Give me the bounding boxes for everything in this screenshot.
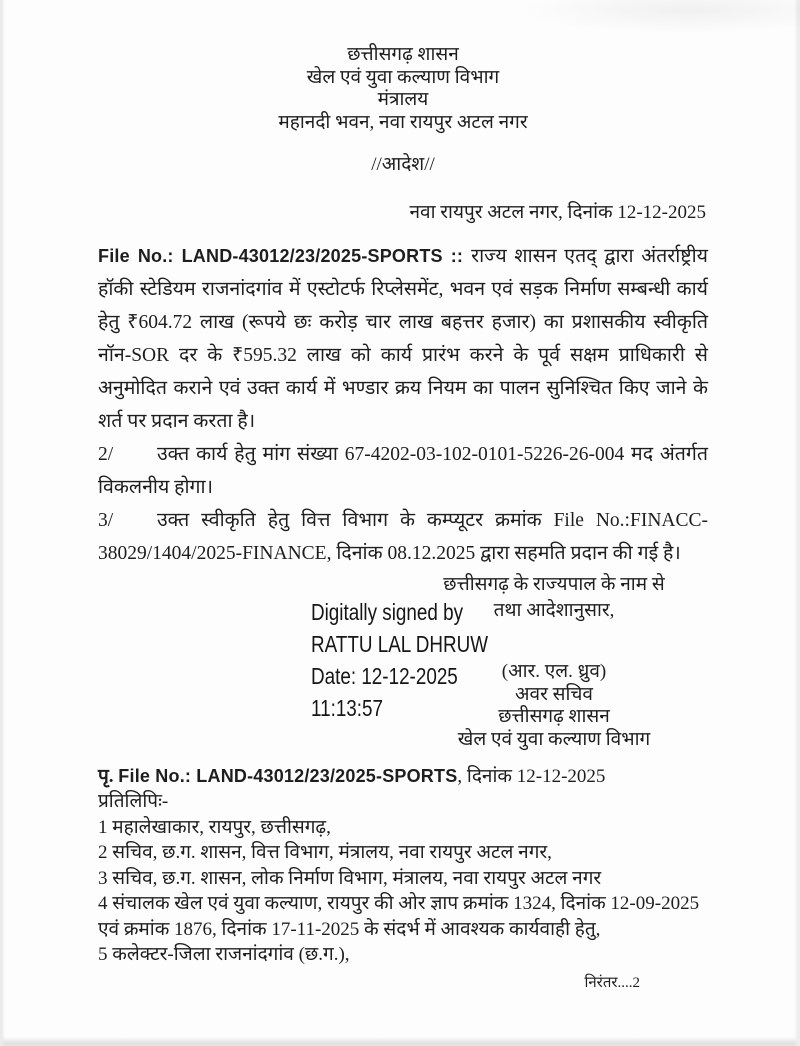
paragraph-sanction xyxy=(98,240,708,438)
continuation-marker: निरंतर....2 xyxy=(584,974,640,991)
endorsement-file-number: File No.: LAND-43012/23/2025-SPORTS xyxy=(118,766,458,786)
digital-signature-line-2: RATTU LAL DHRUW xyxy=(311,631,489,657)
paragraph-finance-concurrence-text: उक्त स्वीकृति हेतु वित्त विभाग के कम्प्यूटर क्रमांक File No.:FINACC-38029/1404/2025-FINANCE, दिनांक 08.12.2025 द्वारा सहमति प्रदान की गई है। xyxy=(98,510,708,564)
endorsement-date: , दिनांक 12-12-2025 xyxy=(457,766,606,787)
paragraph-demand-head xyxy=(98,438,708,504)
copy-item-2: 2 सचिव, छ.ग. शासन, वित्त विभाग, मंत्रालय, नवा रायपुर अटल नगर, xyxy=(98,842,552,863)
endorsement-section xyxy=(98,764,708,996)
digital-signature-line-3: Date: 12-12-2025 xyxy=(311,663,458,689)
signer-name: (आर. एल. ध्रुव) xyxy=(501,661,607,682)
authority-byorder-line-1: छत्तीसगढ़ के राज्यपाल के नाम से xyxy=(443,574,665,595)
signer-designation: अवर सचिव xyxy=(515,683,593,705)
letterhead xyxy=(98,44,708,134)
copy-item-5: 5 कलेक्टर-जिला राजनांदगांव (छ.ग.), xyxy=(98,944,350,965)
digital-signature-line-4: 11:13:57 xyxy=(311,695,384,721)
signer-details xyxy=(428,661,680,751)
copy-item-1: 1 महालेखाकार, रायपुर, छत्तीसगढ़, xyxy=(98,816,331,838)
place-date-line: नवा रायपुर अटल नगर, दिनांक 12-12-2025 xyxy=(409,202,706,223)
endorsement-prefix: पृ. xyxy=(98,766,119,787)
signature-block xyxy=(98,572,708,762)
signer-department: खेल एवं युवा कल्याण विभाग xyxy=(457,728,651,750)
paragraph-finance-concurrence xyxy=(98,504,708,570)
copy-to-label: प्रतिलिपिः- xyxy=(98,791,169,812)
letterhead-address: महानदी भवन, नवा रायपुर अटल नगर xyxy=(278,111,528,133)
authority-byorder-line-2: तथा आदेशानुसार, xyxy=(493,600,615,621)
paragraph-3-number: 3/ xyxy=(98,510,114,531)
copy-item-3: 3 सचिव, छ.ग. शासन, लोक निर्माण विभाग, मंत्रालय, नवा रायपुर अटल नगर xyxy=(98,867,602,889)
order-title: //आदेश// xyxy=(371,154,435,175)
endorsement-file-line xyxy=(98,764,708,789)
paragraph-2-number: 2/ xyxy=(98,444,114,465)
digital-signature-line-1: Digitally signed by xyxy=(311,599,464,625)
file-number: File No.: LAND-43012/23/2025-SPORTS xyxy=(98,246,443,266)
signer-government: छत्तीसगढ़ शासन xyxy=(498,706,610,727)
letterhead-ministry: मंत्रालय xyxy=(377,89,429,110)
letterhead-government: छत्तीसगढ़ शासन xyxy=(347,44,459,65)
copy-item-4: 4 संचालक खेल एवं युवा कल्याण, रायपुर की ओर ज्ञाप क्रमांक 1324, दिनांक 12-09-2025 एवं क्रमांक 1876, दिनांक 17-11-2025 के संदर्भ में आवश्यक कार्यवाही हेतु, xyxy=(98,893,700,940)
file-number-separator: :: xyxy=(442,246,472,266)
paragraph-demand-head-text: उक्त कार्य हेतु मांग संख्या 67-4202-03-102-0101-5226-26-004 मद अंतर्गत विकलनीय होगा। xyxy=(98,444,708,498)
letterhead-department: खेल एवं युवा कल्याण विभाग xyxy=(306,66,500,88)
signing-authority xyxy=(428,572,680,751)
paragraph-sanction-text: राज्य शासन एतद् द्वारा अंतर्राष्ट्रीय हॉकी स्टेडियम राजनांदगांव में एस्टोटर्फ रिप्लेसमेंट, भवन एवं सड़क निर्माण सम्बन्धी कार्य हेतु ₹604.72 लाख (रूपये छः करोड़ चार लाख बहत्तर हजार) का प्रशासकीय स्वीकृति नॉन-SOR दर के ₹595.32 लाख को कार्य प्रारंभ करने के पूर्व सक्षम प्राधिकारी से अनुमोदित कराने एवं उक्त कार्य में भण्डार क्रय नियम का पालन सुनिश्चित किए जाने के शर्त पर प्रदान करता है। xyxy=(98,246,708,432)
